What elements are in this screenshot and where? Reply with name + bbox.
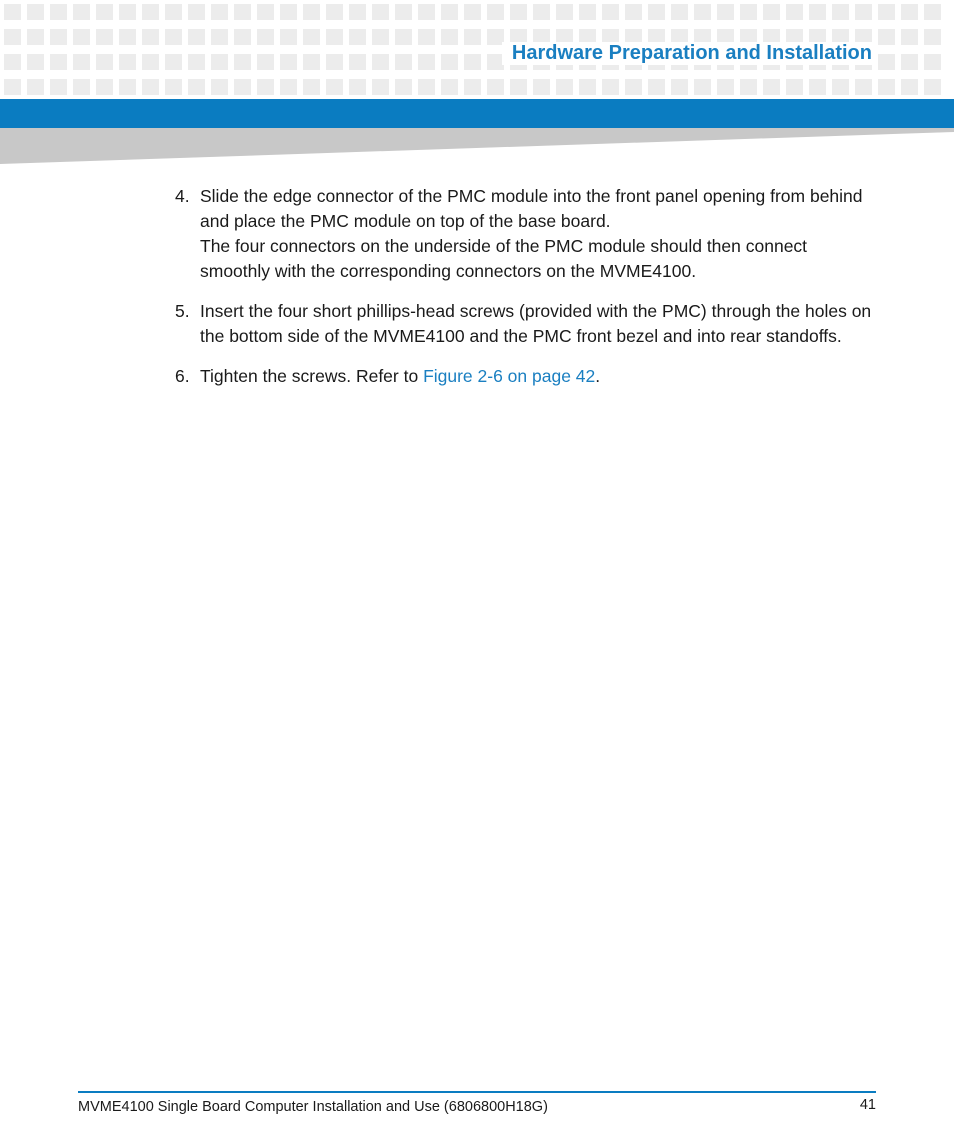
header-square bbox=[73, 29, 90, 45]
header-square bbox=[464, 4, 481, 20]
header-square bbox=[257, 29, 274, 45]
header-square bbox=[648, 4, 665, 20]
header-square bbox=[556, 4, 573, 20]
header-square bbox=[27, 79, 44, 95]
header-square bbox=[924, 4, 941, 20]
header-square bbox=[901, 79, 918, 95]
header-square bbox=[418, 54, 435, 70]
header-square bbox=[73, 54, 90, 70]
header-square bbox=[671, 79, 688, 95]
header-gray-wedge bbox=[0, 128, 954, 164]
header-square bbox=[809, 4, 826, 20]
header-square bbox=[326, 79, 343, 95]
header-square bbox=[579, 4, 596, 20]
header-square bbox=[73, 4, 90, 20]
header-square bbox=[188, 54, 205, 70]
header-square bbox=[878, 79, 895, 95]
header-square bbox=[418, 4, 435, 20]
header-square bbox=[257, 54, 274, 70]
header-square bbox=[464, 29, 481, 45]
header-square bbox=[855, 79, 872, 95]
header-square bbox=[924, 29, 941, 45]
header-square bbox=[395, 54, 412, 70]
header-square bbox=[786, 4, 803, 20]
header-square bbox=[73, 79, 90, 95]
header-square bbox=[763, 4, 780, 20]
header-square bbox=[280, 79, 297, 95]
header-square bbox=[533, 79, 550, 95]
header-square bbox=[142, 79, 159, 95]
header-square bbox=[96, 29, 113, 45]
header-square bbox=[717, 79, 734, 95]
header-square bbox=[372, 4, 389, 20]
header-square bbox=[119, 29, 136, 45]
header-square bbox=[280, 29, 297, 45]
header-square bbox=[27, 54, 44, 70]
header-square bbox=[602, 4, 619, 20]
step-number: 6. bbox=[175, 366, 190, 386]
header-square bbox=[326, 29, 343, 45]
header-square bbox=[211, 54, 228, 70]
header-square bbox=[602, 79, 619, 95]
header-square bbox=[211, 79, 228, 95]
header-square bbox=[234, 79, 251, 95]
header-square bbox=[303, 54, 320, 70]
header-square bbox=[395, 79, 412, 95]
header-square bbox=[234, 54, 251, 70]
header-square bbox=[165, 54, 182, 70]
header-square bbox=[924, 54, 941, 70]
header-square bbox=[579, 79, 596, 95]
header-square bbox=[464, 54, 481, 70]
header-square bbox=[142, 4, 159, 20]
header-square bbox=[533, 4, 550, 20]
header-square bbox=[372, 29, 389, 45]
header-square bbox=[119, 4, 136, 20]
header-square bbox=[487, 4, 504, 20]
header-square bbox=[487, 79, 504, 95]
footer-rule bbox=[78, 1091, 876, 1093]
header-square bbox=[717, 4, 734, 20]
step-paragraph bbox=[200, 364, 600, 389]
header-square bbox=[441, 4, 458, 20]
step-5 bbox=[175, 299, 875, 349]
step-text-before: Tighten the screws. Refer to bbox=[200, 366, 424, 386]
header-square bbox=[349, 4, 366, 20]
header-square bbox=[809, 79, 826, 95]
header-square bbox=[280, 4, 297, 20]
header-square bbox=[349, 29, 366, 45]
header-square bbox=[4, 79, 21, 95]
header-square bbox=[50, 29, 67, 45]
header-square bbox=[142, 54, 159, 70]
header-square bbox=[418, 79, 435, 95]
step-number: 5. bbox=[175, 301, 190, 321]
header-square bbox=[27, 4, 44, 20]
header-square bbox=[441, 29, 458, 45]
header-square bbox=[303, 29, 320, 45]
header-square bbox=[188, 79, 205, 95]
header-square bbox=[4, 4, 21, 20]
header-square bbox=[188, 4, 205, 20]
header-square bbox=[924, 79, 941, 95]
header-square bbox=[878, 4, 895, 20]
header-square bbox=[165, 4, 182, 20]
footer-document-title: MVME4100 Single Board Computer Installation and Use (6806800H18G) bbox=[78, 1099, 548, 1115]
header-square bbox=[96, 54, 113, 70]
header-square bbox=[556, 79, 573, 95]
header-square bbox=[510, 4, 527, 20]
header-square bbox=[878, 54, 895, 70]
main-content bbox=[175, 184, 875, 404]
header-square bbox=[901, 4, 918, 20]
header-square bbox=[510, 79, 527, 95]
header-square bbox=[188, 29, 205, 45]
header-square bbox=[257, 79, 274, 95]
header-square bbox=[96, 4, 113, 20]
header-square bbox=[50, 4, 67, 20]
header-square bbox=[142, 29, 159, 45]
header-square bbox=[349, 79, 366, 95]
step-text bbox=[200, 364, 600, 389]
header-square bbox=[395, 4, 412, 20]
step-text bbox=[200, 299, 875, 349]
step-4 bbox=[175, 184, 875, 284]
header-square bbox=[740, 4, 757, 20]
header-square bbox=[878, 29, 895, 45]
header-square bbox=[211, 4, 228, 20]
header-square bbox=[901, 54, 918, 70]
header-square bbox=[832, 79, 849, 95]
header-square bbox=[832, 4, 849, 20]
header-square bbox=[211, 29, 228, 45]
step-text bbox=[200, 184, 875, 284]
header-square bbox=[671, 4, 688, 20]
header-square bbox=[372, 79, 389, 95]
header-square bbox=[4, 29, 21, 45]
footer-page-number: 41 bbox=[859, 1097, 876, 1113]
step-6 bbox=[175, 364, 875, 389]
header-square bbox=[326, 54, 343, 70]
header-square bbox=[303, 79, 320, 95]
step-paragraph: Insert the four short phillips-head screws (provided with the PMC) through the holes on the bottom side of the MVME4100 and the PMC front bezel and into rear standoffs. bbox=[200, 301, 872, 346]
step-paragraph: The four connectors on the underside of the PMC module should then connect smoothly with the corresponding connectors on the MVME4100. bbox=[200, 236, 808, 281]
header-square bbox=[625, 79, 642, 95]
header-square bbox=[119, 54, 136, 70]
step-text-after: . bbox=[595, 366, 601, 386]
header-square bbox=[372, 54, 389, 70]
header-square bbox=[4, 54, 21, 70]
step-number: 4. bbox=[175, 186, 190, 206]
header-square bbox=[257, 4, 274, 20]
header-square bbox=[349, 54, 366, 70]
header-square bbox=[280, 54, 297, 70]
header-square bbox=[165, 79, 182, 95]
header-square bbox=[901, 29, 918, 45]
header-square bbox=[763, 79, 780, 95]
header-square bbox=[694, 4, 711, 20]
header-square bbox=[786, 79, 803, 95]
section-title: Hardware Preparation and Installation bbox=[502, 42, 872, 65]
figure-link[interactable]: Figure 2-6 on page 42 bbox=[423, 366, 596, 386]
header-square bbox=[694, 79, 711, 95]
header-square bbox=[625, 4, 642, 20]
header-square bbox=[234, 29, 251, 45]
header-square bbox=[234, 4, 251, 20]
header-blue-bar bbox=[0, 99, 954, 128]
header-square bbox=[418, 29, 435, 45]
header-square bbox=[50, 54, 67, 70]
header-square bbox=[119, 79, 136, 95]
header-square bbox=[303, 4, 320, 20]
header-square bbox=[648, 79, 665, 95]
header-square bbox=[326, 4, 343, 20]
header-square bbox=[50, 79, 67, 95]
header-square bbox=[441, 79, 458, 95]
step-paragraph: Slide the edge connector of the PMC module into the front panel opening from behind and place the PMC module on top of the base board. bbox=[200, 186, 863, 231]
header-square bbox=[165, 29, 182, 45]
header-square bbox=[740, 79, 757, 95]
header-square bbox=[395, 29, 412, 45]
header-square bbox=[27, 29, 44, 45]
header-square bbox=[855, 4, 872, 20]
header-square bbox=[96, 79, 113, 95]
header-square bbox=[441, 54, 458, 70]
header-square bbox=[464, 79, 481, 95]
